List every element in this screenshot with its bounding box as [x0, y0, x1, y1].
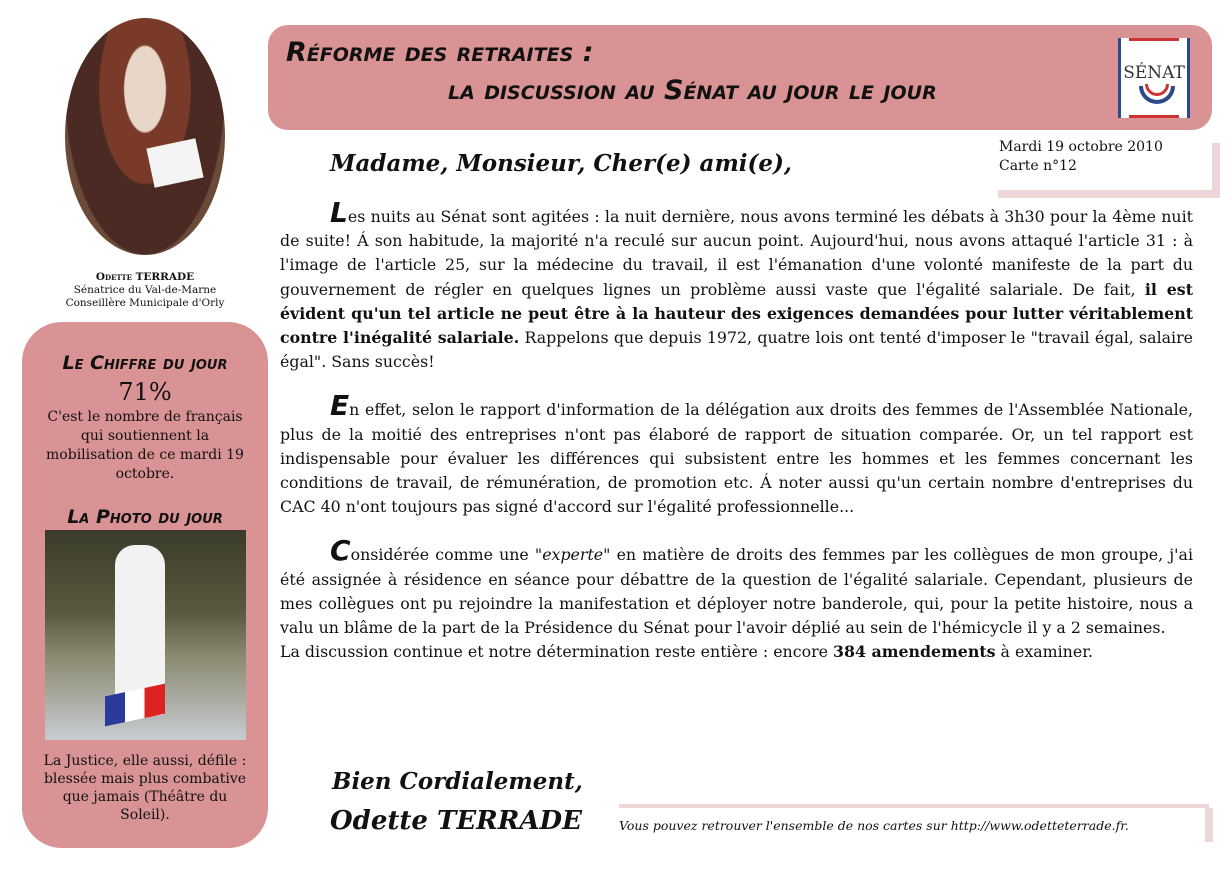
- author-role: Sénatrice du Val-de-Marne: [73, 284, 217, 296]
- chiffre-value: 71%: [118, 378, 172, 406]
- author-name: Odette TERRADE: [95, 271, 195, 283]
- signature: Odette TERRADE: [330, 806, 582, 836]
- header-banner: [268, 25, 1212, 130]
- sidebar-panel: [22, 322, 268, 848]
- title-line-1: Réforme des retraites :: [286, 37, 594, 68]
- greeting: Madame, Monsieur, Cher(e) ami(e),: [330, 150, 792, 177]
- date: Mardi 19 octobre 2010: [999, 139, 1163, 155]
- letter-body: [280, 196, 1193, 664]
- chiffre-title: Le Chiffre du jour: [62, 352, 228, 374]
- author-info: [20, 271, 270, 310]
- card-number: Carte n°12: [999, 158, 1077, 174]
- footer-note: Vous pouvez retrouver l'ensemble de nos cartes sur http://www.odetteterrade.fr.: [615, 808, 1205, 842]
- paragraph: Les nuits au Sénat sont agitées : la nuit dernière, nous avons terminé les débats à 3h30 pour la 4ème nuit de suite! Á son habitude, la majorité n'a reculé sur aucun point. Aujourd'hui, nous avons attaqué l'article 31 : à l'image de l'article 25, sur la médecine du travail, il est l'émanation d'une volonté manifeste de la part du gouvernement de régler en quelques lignes un problème aussi vaste que l'égalité salariale. De fait, il est évident qu'un tel article ne peut être à la hauteur des exigences demandées pour lutter véritablement contre l'inégalité salariale. Rappelons que depuis 1972, quatre lois ont tenté d'imposer le "travail égal, salaire égal". Sans succès!: [280, 196, 1193, 372]
- photo-title: La Photo du jour: [67, 506, 223, 528]
- photo-of-the-day: [45, 530, 246, 740]
- paragraph: Considérée comme une "experte" en matière de droits des femmes par les collègues de mon groupe, j'ai été assignée à résidence en séance pour débattre de la question de l'égalité salariale. Cependant, plusieurs de mes collègues ont pu rejoindre la manifestation et déployer notre banderole, qui, pour la petite histoire, nous a valu un blâme de la part de la Présidence du Sénat pour l'avoir déplié au sein de l'hémicycle il y a 2 semaines.: [280, 534, 1193, 638]
- photo-caption: La Justice, elle aussi, défile : blessée mais plus combative que jamais (Théâtre du Soleil).: [43, 753, 247, 823]
- title-line-2: la discussion au Sénat au jour le jour: [448, 75, 937, 106]
- closing: Bien Cordialement,: [332, 768, 583, 795]
- paragraph: En effet, selon le rapport d'information de la délégation aux droits des femmes de l'Assemblée Nationale, plus de la moitié des entreprises n'ont pas élaboré de rapport de situation comparée. Or, un tel rapport est indispensable pour évaluer les différences qui subsistent entre les hommes et les femmes concernant les conditions de travail, de rémunération, de promotion etc. Á noter aussi qu'un certain nombre d'entreprises du CAC 40 n'ont toujours pas signé d'accord sur l'égalité professionnelle...: [280, 389, 1193, 517]
- author-role: Conseillère Municipale d'Orly: [65, 297, 225, 309]
- paragraph: La discussion continue et notre détermination reste entière : encore 384 amendements à examiner.: [280, 642, 1094, 662]
- chiffre-description: C'est le nombre de français qui soutiennent la mobilisation de ce mardi 19 octobre.: [46, 409, 244, 482]
- date-box: [990, 135, 1212, 190]
- senat-logo: SÉNAT: [1118, 38, 1190, 118]
- author-portrait: [65, 18, 225, 255]
